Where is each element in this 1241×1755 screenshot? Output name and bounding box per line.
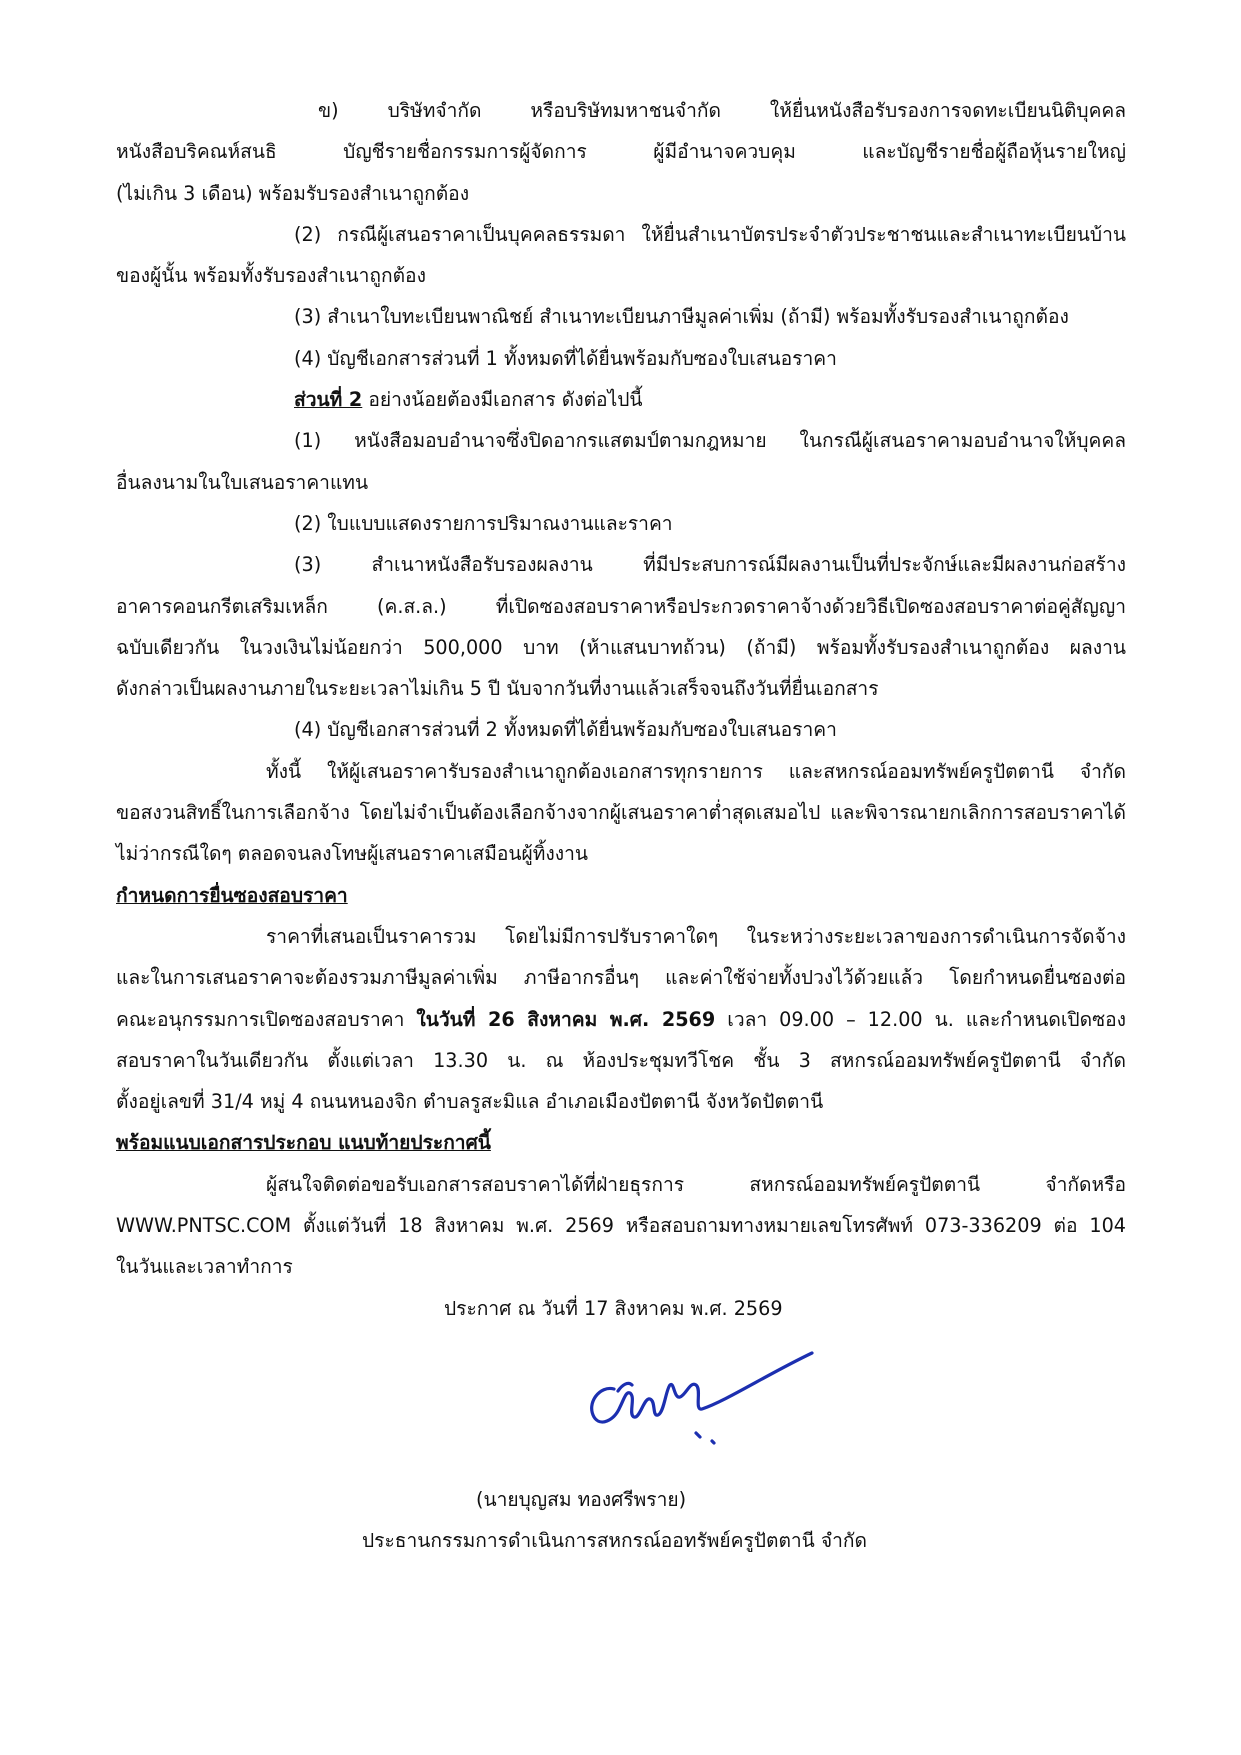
paragraph-line: ไม่ว่ากรณีใดๆ ตลอดจนลงโทษผู้เสนอราคาเสมือนผู้ทิ้งงาน	[116, 842, 589, 866]
list-item: (1) หนังสือมอบอำนาจซึ่งปิดอากรแสตมป์ตามกฎหมาย ในกรณีผู้เสนอราคามอบอำนาจให้บุคคล	[294, 429, 1126, 453]
signature-image	[556, 1345, 816, 1465]
paragraph-line: หนังสือบริคณห์สนธิ บัญชีรายชื่อกรรมการผู้จัดการ ผู้มีอำนาจควบคุม และบัญชีรายชื่อผู้ถือหุ้นรายใหญ่	[116, 140, 1126, 164]
paragraph-line: WWW.PNTSC.COM ตั้งแต่วันที่ 18 สิงหาคม พ.ศ. 2569 หรือสอบถามทางหมายเลขโทรศัพท์ 073-336209 ต่อ 104	[116, 1214, 1126, 1238]
section-heading-submission: กำหนดการยื่นซองสอบราคา	[116, 883, 348, 907]
paragraph-line: อื่นลงนามในใบเสนอราคาแทน	[116, 470, 369, 494]
submission-text: เวลา 09.00 – 12.00 น. และกำหนดเปิดซอง	[715, 1007, 1126, 1031]
document-page	[116, 90, 1126, 1562]
paragraph-line: สอบราคาในวันเดียวกัน ตั้งแต่เวลา 13.30 น. ณ ห้องประชุมทวีโชค ชั้น 3 สหกรณ์ออมทรัพย์ครูปัตตานี จำกัด	[116, 1048, 1126, 1072]
list-item: (2) กรณีผู้เสนอราคาเป็นบุคคลธรรมดา ให้ยื่นสำเนาบัตรประจำตัวประชาชนและสำเนาทะเบียนบ้าน	[294, 222, 1126, 246]
paragraph-line: อาคารคอนกรีตเสริมเหล็ก (ค.ส.ล.) ที่เปิดซองสอบราคาหรือประกวดราคาจ้างด้วยวิธีเปิดซองสอบราคาต่อคู่สัญญา	[116, 594, 1126, 618]
part2-heading-text: อย่างน้อยต้องมีเอกสาร ดังต่อไปนี้	[362, 388, 643, 412]
paragraph-line: ฉบับเดียวกัน ในวงเงินไม่น้อยกว่า 500,000 บาท (ห้าแสนบาทถ้วน) (ถ้ามี) พร้อมทั้งรับรองสำเนาถูกต้อง ผลงาน	[116, 635, 1126, 659]
paragraph-line: ทั้งนี้ ให้ผู้เสนอราคารับรองสำเนาถูกต้องเอกสารทุกรายการ และสหกรณ์ออมทรัพย์ครูปัตตานี จำกัด	[266, 759, 1126, 783]
paragraph-line: และในการเสนอราคาจะต้องรวมภาษีมูลค่าเพิ่ม ภาษีอากรอื่นๆ และค่าใช้จ่ายทั้งปวงไว้ด้วยแล้ว โดยกำหนดยื่นซองต่อ	[116, 966, 1126, 990]
paragraph-line: ราคาที่เสนอเป็นราคารวม โดยไม่มีการปรับราคาใดๆ ในระหว่างระยะเวลาของการดำเนินการจัดจ้าง	[266, 924, 1126, 948]
signature-strokes	[592, 1353, 812, 1443]
list-item: (3) สำเนาหนังสือรับรองผลงาน ที่มีประสบการณ์มีผลงานเป็นที่ประจักษ์และมีผลงานก่อสร้าง	[294, 553, 1126, 577]
paragraph-line: ในวันและเวลาทำการ	[116, 1255, 293, 1279]
section-heading-part2	[116, 379, 1126, 420]
signatory-name: (นายบุญสม ทองศรีพราย)	[476, 1487, 687, 1511]
submission-text: คณะอนุกรรมการเปิดซองสอบราคา	[116, 1007, 417, 1031]
list-item: (4) บัญชีเอกสารส่วนที่ 2 ทั้งหมดที่ได้ยื่นพร้อมกับซองใบเสนอราคา	[294, 718, 837, 742]
paragraph-line: ผู้สนใจติดต่อขอรับเอกสารสอบราคาได้ที่ฝ่ายธุรการ สหกรณ์ออมทรัพย์ครูปัตตานี จำกัดหรือ	[266, 1172, 1126, 1196]
paragraph-line: ขอสงวนสิทธิ์ในการเลือกจ้าง โดยไม่จำเป็นต้องเลือกจ้างจากผู้เสนอราคาต่ำสุดเสมอไป และพิจารณายกเลิกการสอบราคาได้	[116, 801, 1126, 825]
signatory-title: ประธานกรรมการดำเนินการสหกรณ์ออทรัพย์ครูปัตตานี จำกัด	[362, 1529, 867, 1553]
paragraph-line: ข) บริษัทจำกัด หรือบริษัทมหาชนจำกัด ให้ยื่นหนังสือรับรองการจดทะเบียนนิติบุคคล	[318, 99, 1126, 122]
paragraph-line	[116, 999, 1126, 1040]
paragraph-line: ดังกล่าวเป็นผลงานภายในระยะเวลาไม่เกิน 5 ปี นับจากวันที่งานแล้วเสร็จจนถึงวันที่ยื่นเอกสาร	[116, 677, 879, 701]
submission-date: ในวันที่ 26 สิงหาคม พ.ศ. 2569	[416, 1007, 716, 1031]
paragraph-line: ตั้งอยู่เลขที่ 31/4 หมู่ 4 ถนนหนองจิก ตำบลรูสะมิแล อำเภอเมืองปัตตานี จังหวัดปัตตานี	[116, 1090, 824, 1114]
list-item: (2) ใบแบบแสดงรายการปริมาณงานและราคา	[294, 511, 673, 535]
signature-area	[116, 1329, 1126, 1479]
list-item: (4) บัญชีเอกสารส่วนที่ 1 ทั้งหมดที่ได้ยื่นพร้อมกับซองใบเสนอราคา	[294, 346, 837, 370]
section-heading-attachments: พร้อมแนบเอกสารประกอบ แนบท้ายประกาศนี้	[116, 1131, 491, 1155]
list-item: (3) สำเนาใบทะเบียนพาณิชย์ สำเนาทะเบียนภาษีมูลค่าเพิ่ม (ถ้ามี) พร้อมทั้งรับรองสำเนาถูกต้อง	[294, 305, 1069, 329]
announcement-date: ประกาศ ณ วันที่ 17 สิงหาคม พ.ศ. 2569	[444, 1296, 783, 1320]
part2-label: ส่วนที่ 2	[294, 388, 363, 412]
paragraph-line: (ไม่เกิน 3 เดือน) พร้อมรับรองสำเนาถูกต้อง	[116, 181, 470, 205]
paragraph-line: ของผู้นั้น พร้อมทั้งรับรองสำเนาถูกต้อง	[116, 264, 426, 288]
